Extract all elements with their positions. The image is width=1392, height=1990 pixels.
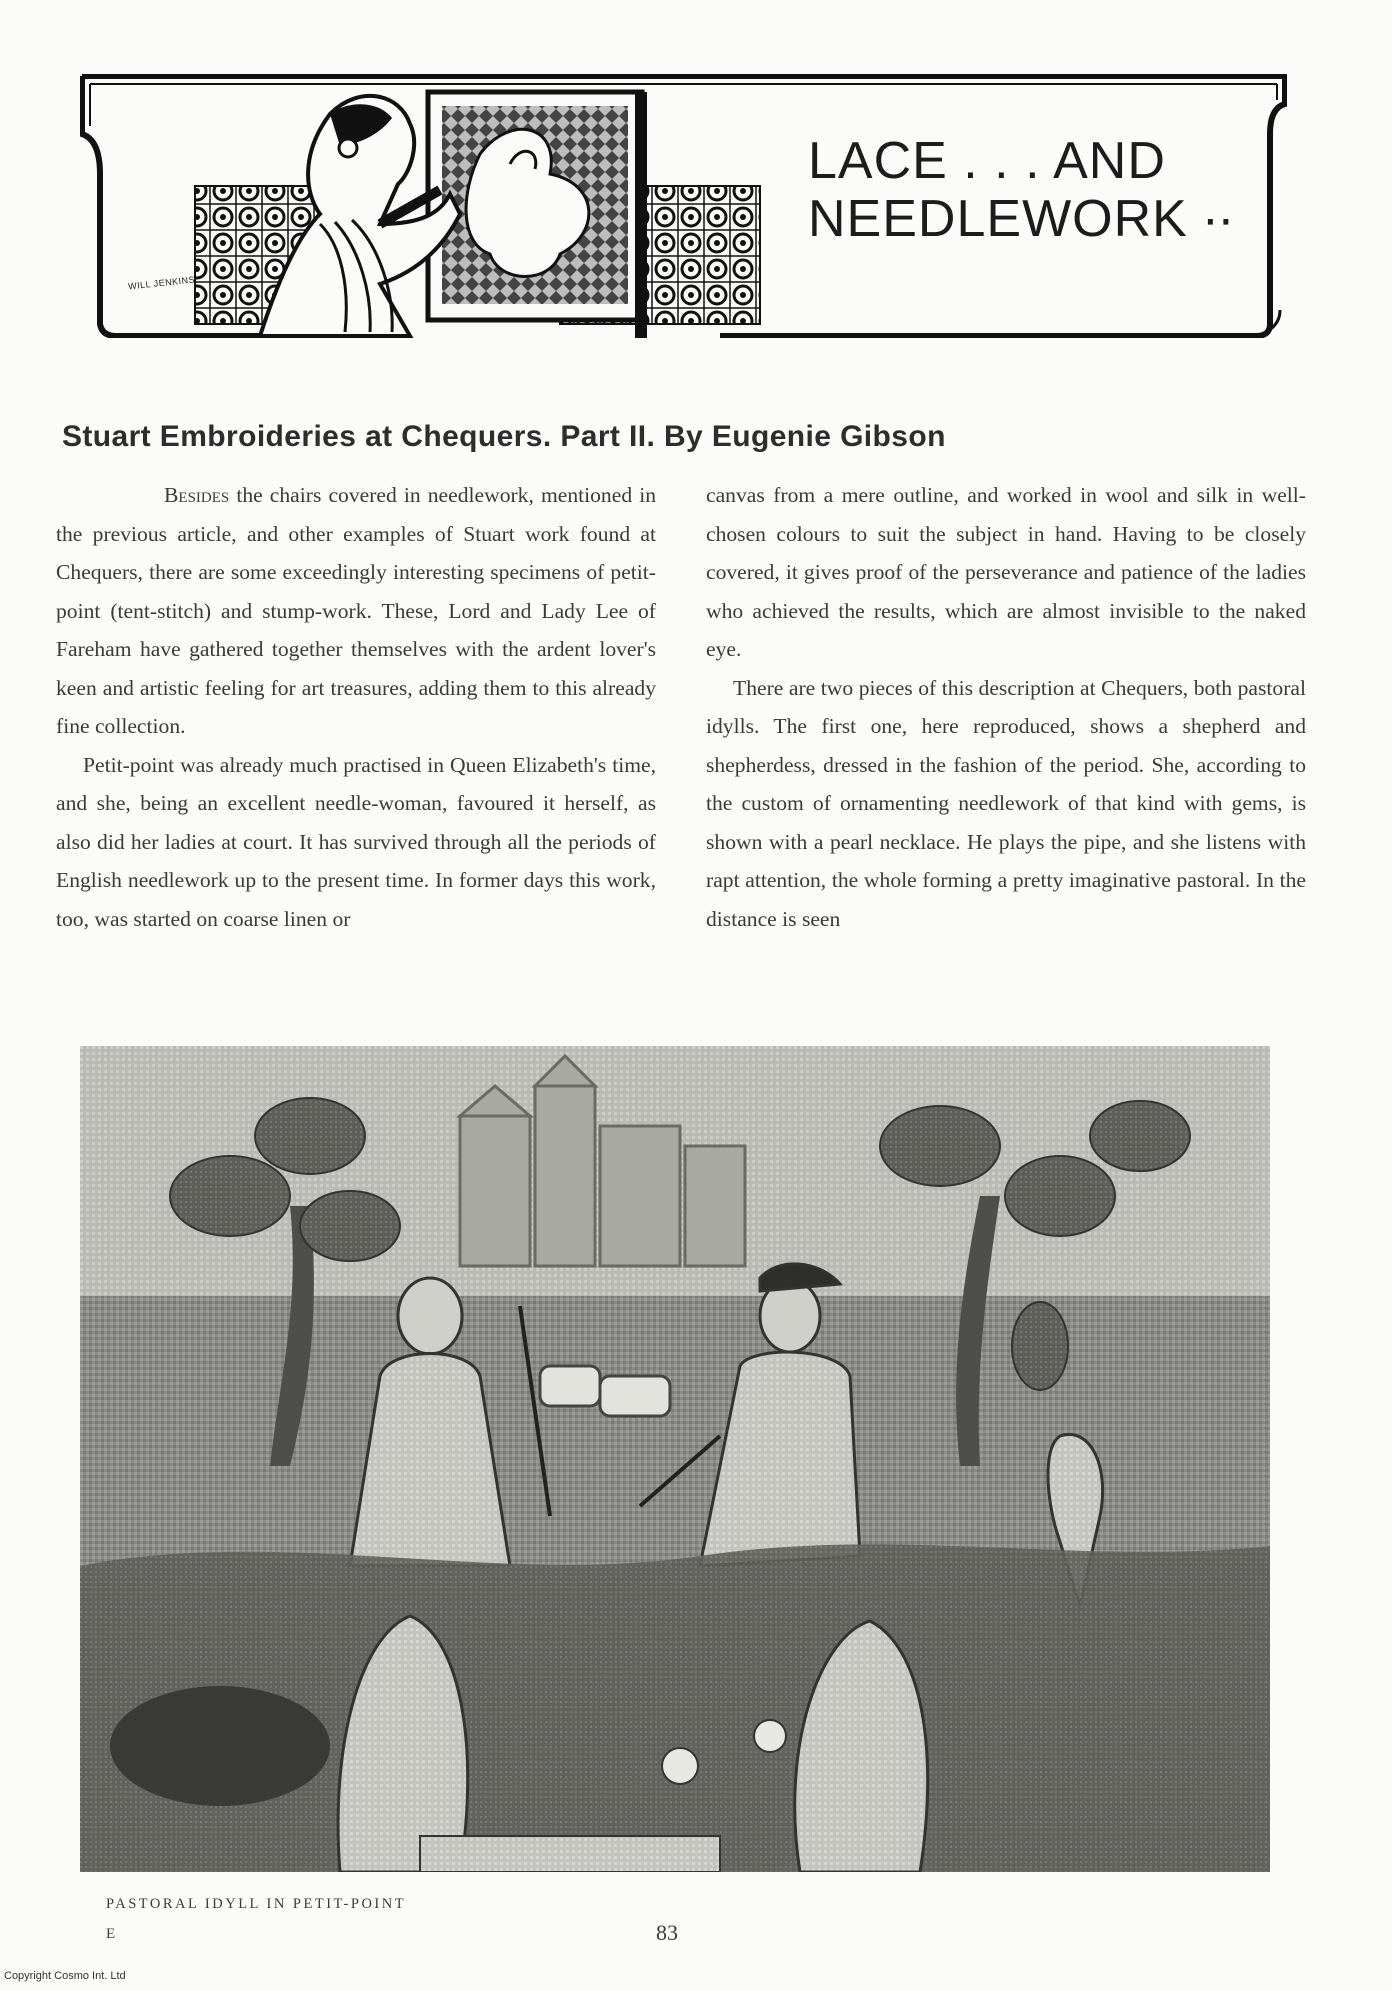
figure-caption: PASTORAL IDYLL IN PETIT-POINT — [106, 1896, 407, 1912]
section-heading-line1: LACE . . . AND — [808, 132, 1166, 190]
paragraph: Petit-point was already much practised in Queen Elizabeth's time, and she, being an excellent needle-woman, favoured it herself, as also did her ladies at court. It has survived through all the periods of English needlework up to the present time. In former days this work, too, was started on coarse linen or — [56, 752, 656, 931]
printer-signature-mark: E — [106, 1926, 116, 1942]
section-heading-line2: NEEDLEWORK ∙∙ — [808, 190, 1235, 248]
right-text-column — [706, 476, 1306, 938]
paragraph: canvas from a mere outline, and worked in wool and silk in well-chosen colours to suit the subject in hand. Having to be closely covered, it gives proof of the perseverance and patience of the ladies who achieved the results, which are almost invisible to the naked eye. — [706, 483, 1306, 661]
copyright-notice: Copyright Cosmo Int. Ltd — [4, 1970, 126, 1982]
drop-word: Besides — [164, 483, 230, 507]
article-headline: Stuart Embroideries at Chequers. Part II. By Eugenie Gibson — [62, 420, 946, 453]
embroidery-plate — [80, 1046, 1270, 1872]
left-text-column — [56, 476, 656, 938]
pastoral-embroidery-image — [80, 1046, 1270, 1872]
page-number: 83 — [656, 1920, 678, 1945]
paragraph: There are two pieces of this description at Chequers, both pastoral idylls. The first one, here reproduced, shows a shepherd and shepherdess, dressed in the fashion of the period. She, according to the custom of ornamenting needlework of that kind with gems, is shown with a pearl necklace. He plays the pipe, and she listens with rapt attention, the whole forming a pretty imaginative pastoral. In the distance is seen — [706, 675, 1306, 931]
section-heading — [808, 132, 1234, 248]
artist-signature: WILL JENKINS — [127, 274, 196, 292]
paragraph — [56, 476, 656, 746]
header-banner — [80, 74, 1287, 338]
paragraph-text: the chairs covered in needlework, mentioned in the previous article, and other examples of Stuart work found at Chequers, there are some exceedingly interesting specimens of petit-point (tent-stitch) and stump-work. These, Lord and Lady Lee of Fareham have gathered together themselves with the ardent lover's keen and artistic feeling for art treasures, adding them to this already fine collection. — [56, 483, 656, 738]
